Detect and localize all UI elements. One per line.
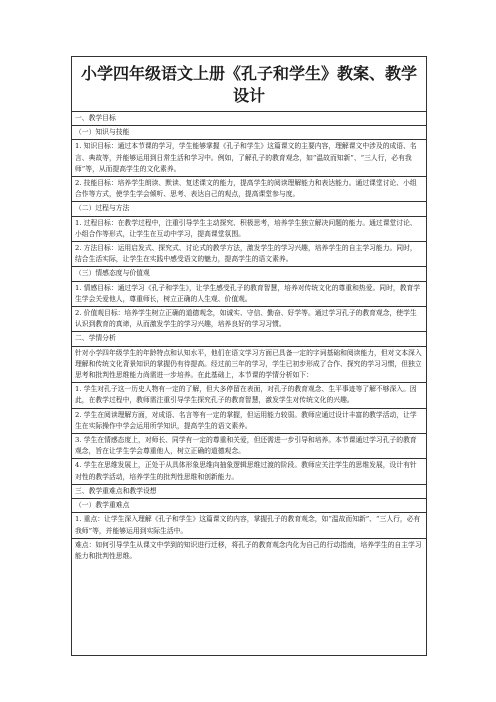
document-table [71,56,427,656]
paragraph: 1. 知识目标：通过本节课的学习，学生能够掌握《孔子和学生》这篇课文的主要内容，理解课文中涉及的成语、名言、典故等，并能够运用到日常生活和学习中。例如，了解孔子的教育观念，如“温故而知新”、“三人行，必有我师”等，从而提高学生的文化素养。 [72,140,426,177]
paragraph: 2. 学生在阅读理解方面，对成语、名言等有一定的掌握，但运用能力较弱。教师应通过设计丰富的教学活动，让学生在实际操作中学会运用所学知识，提高学生的语文素养。 [72,409,426,434]
paragraph: 1. 学生对孔子这一历史人物有一定的了解，但大多停留在表面，对孔子的教育观念、生平事迹等了解不够深入。因此，在教学过程中，教师需注重引导学生探究孔子的教育智慧，激发学生对传统文化的兴趣。 [72,383,426,408]
section-heading: 一、教学目标 [72,112,426,126]
paragraph: 2. 价值观目标：培养学生树立正确的道德观念，如诚实、守信、勤奋、好学等。通过学习孔子的教育观念，使学生认识到教育的真谛，从而激发学生的学习兴趣，培养良好的学习习惯。 [72,307,426,332]
paragraph: 4. 学生在思维发展上，正处于从具体形象思维向抽象逻辑思维过渡的阶段。教师应关注学生的思维发展，设计有针对性的教学活动，培养学生的批判性思维和创新能力。 [72,459,426,484]
paragraph: 1. 情感目标：通过学习《孔子和学生》，让学生感受孔子的教育智慧，培养对传统文化的尊重和热爱。同时，教育学生学会关爱他人，尊重师长，树立正确的人生观、价值观。 [72,282,426,307]
section-heading: 三、教学重难点和教学设想 [72,485,426,499]
subsection-heading: （三）情感态度与价值观 [72,267,426,281]
paragraph: 2. 方法目标：运用启发式、探究式、讨论式的教学方法，激发学生的学习兴趣，培养学生的自主学习能力。同时，结合生活实际，让学生在实践中感受语文的魅力，提高学生的语文素养。 [72,242,426,267]
paragraph: 1. 重点：让学生深入理解《孔子和学生》这篇课文的内容，掌握孔子的教育观念，如“温故而知新”、“三人行，必有我师”等，并能够运用到实际生活中。 [72,513,426,538]
paragraph: 难点：如何引导学生从课文中学到的知识进行迁移，将孔子的教育观念内化为自己的行动指南，培养学生的自主学习能力和批判性思维。 [75,540,422,560]
subsection-heading: （二）过程与方法 [72,202,426,216]
subsection-heading: （一）教学重难点 [72,499,426,513]
section-heading: 二、学情分析 [72,332,426,346]
document-title: 小学四年级语文上册《孔子和学生》教案、教学设计 [72,57,426,112]
paragraph: 1. 过程目标：在教学过程中，注重引导学生主动探究、积极思考，培养学生独立解决问题的能力。通过课堂讨论、小组合作等形式，让学生在互动中学习，提高课堂氛围。 [72,217,426,242]
paragraph: 2. 技能目标：培养学生朗读、默读、复述课文的能力，提高学生的阅读理解能力和表达能力。通过课堂讨论、小组合作等方式，使学生学会倾听、思考、表达自己的观点，提高课堂参与度。 [72,177,426,202]
subsection-heading: （一）知识与技能 [72,126,426,140]
paragraph: 针对小学四年级学生的年龄特点和认知水平，他们在语文学习方面已具备一定的字词基础和阅读能力，但对文本深入理解和传统文化背景知识的掌握仍有待提高。经过前三年的学习，学生已初步形成了合作、探究的学习习惯，但独立思考和批判性思维能力尚需进一步培养。在此基础上，本节课的学情分析如下： [72,347,426,384]
paragraph: 3. 学生在情感态度上，对师长、同学有一定的尊重和关爱，但还需进一步引导和培养。本节课通过学习孔子的教育观念，旨在让学生学会尊重他人，树立正确的道德观念。 [72,434,426,459]
